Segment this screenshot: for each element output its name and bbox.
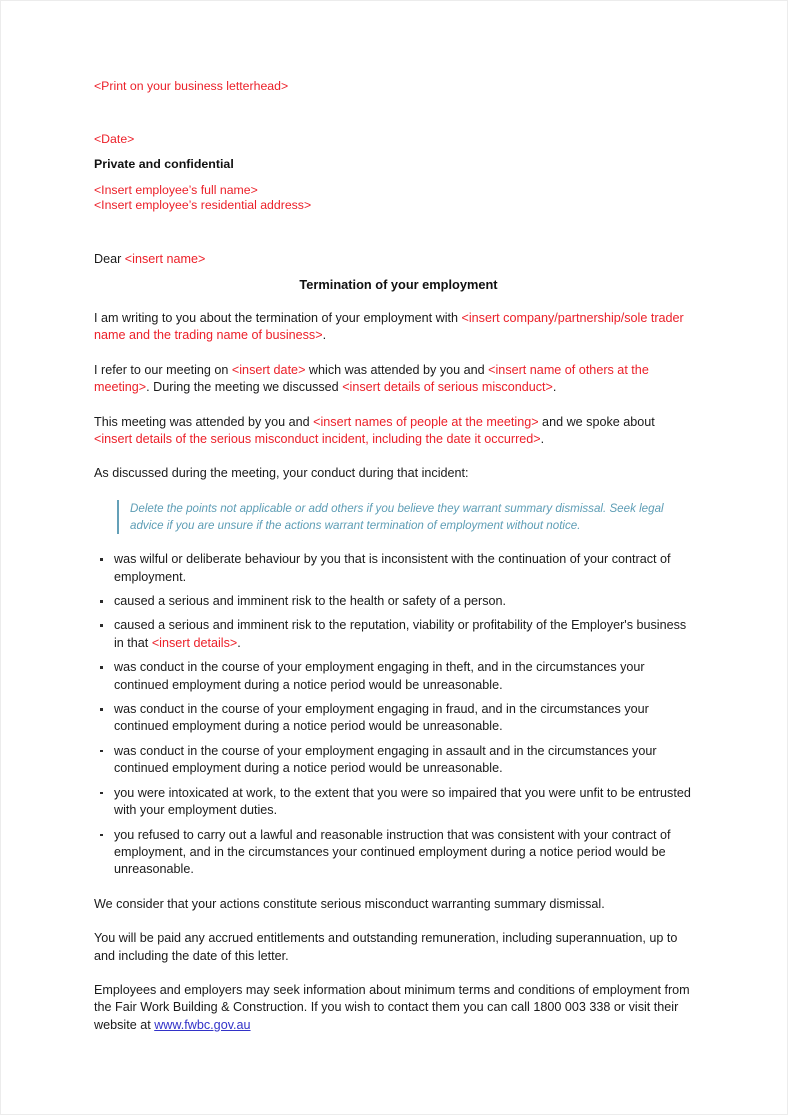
par3-text-3: . [540, 432, 545, 446]
list-item [99, 659, 695, 694]
list-item [99, 743, 695, 778]
bullet-dot-icon [100, 666, 103, 669]
par2-text-2: which was attended by you and [305, 362, 489, 377]
page-title: Termination of your employment [299, 276, 498, 292]
spacer [94, 448, 695, 465]
paragraph-6: You will be paid any accrued entitlements and outstanding remuneration, including superannuation, up to and including the date of this letter. [94, 931, 678, 963]
list-item [99, 593, 695, 610]
paragraph-4: As discussed during the meeting, your conduct during that incident: [94, 466, 469, 481]
spacer [94, 913, 695, 930]
spacer [94, 214, 695, 251]
spacer [94, 147, 695, 157]
salutation-prefix: Dear [94, 251, 125, 266]
par2-placeholder-3: <insert details of serious misconduct> [342, 380, 553, 395]
editor-note-text: Delete the points not applicable or add others if you believe they warrant summary dismissal. Seek legal advice if you are unsure if the actions warrant termination of employment without notice. [130, 501, 664, 533]
spacer [94, 173, 695, 183]
list-item [99, 617, 695, 652]
par1-text-1: I am writing to you about the termination of your employment with [94, 310, 462, 325]
bullet-dot-icon [100, 708, 103, 711]
bullet-text: was conduct in the course of your employment engaging in assault and in the circumstances your continued employment during a notice period would be unreasonable. [114, 743, 657, 776]
list-item [99, 785, 695, 820]
par3-text-1: This meeting was attended by you and [94, 414, 314, 429]
par7-text-1: Employees and employers may seek information about minimum terms and conditions of employment from the Fair Work Building & Construction. If you wish to contact them you can call [94, 982, 690, 1015]
list-item [99, 551, 695, 586]
paragraph-3 [94, 414, 695, 449]
fwbc-website-link[interactable]: www.fwbc.gov.au [154, 1017, 251, 1032]
bullet-dot-icon [100, 624, 103, 627]
par7-phone: 1800 003 338 [533, 1000, 611, 1015]
par2-placeholder-1: <insert date> [231, 362, 306, 377]
par1-text-2: . [322, 328, 327, 343]
par3-placeholder-1: <insert names of people at the meeting> [313, 414, 539, 429]
paragraph-1 [94, 310, 695, 345]
bullet-dot-icon [100, 558, 103, 561]
date-placeholder: <Date> [94, 131, 135, 146]
spacer [94, 267, 695, 277]
bullet-text: you refused to carry out a lawful and reasonable instruction that was consistent with your contract of employment, and in the circumstances your continued employment during a notice period would be unreasonable. [114, 827, 671, 877]
paragraph-2 [94, 362, 695, 397]
bullet-text: caused a serious and imminent risk to the reputation, viability or profitability of the Employer's business in that [114, 618, 687, 650]
recipient-block [94, 183, 695, 214]
paragraph-7 [94, 982, 695, 1034]
par2-text-4: . [552, 380, 557, 395]
confidentiality-label: Private and confidential [94, 157, 234, 172]
spacer [94, 483, 695, 500]
recipient-address-placeholder: <Insert employee’s residential address> [94, 198, 312, 213]
spacer [94, 965, 695, 982]
par3-text-2: and we spoke about [538, 414, 655, 429]
spacer [94, 293, 695, 310]
spacer [94, 397, 695, 414]
list-item [99, 827, 695, 879]
bullet-dot-icon [100, 792, 103, 795]
bullet-text: was conduct in the course of your employment engaging in fraud, and in the circumstances your continued employment during a notice period would be unreasonable. [114, 702, 649, 734]
par2-text-1: I refer to our meeting on [94, 362, 232, 377]
salutation-name-placeholder: <insert name> [124, 251, 206, 266]
par2-text-3: . During the meeting we discussed [146, 380, 343, 395]
conduct-bullet-list [94, 551, 695, 879]
list-item [99, 701, 695, 736]
bullet-text-after: . [237, 635, 241, 650]
par2-placeholder-2: <insert name of others at the meeting> [94, 362, 649, 395]
editor-note-callout [117, 500, 695, 534]
letter-body [94, 79, 695, 1034]
bullet-dot-icon [100, 834, 103, 837]
par7-text-2: or visit their website at [94, 1000, 679, 1032]
bullet-text: was conduct in the course of your employment engaging in theft, and in the circumstances your continued employment during a notice period would be unreasonable. [114, 660, 645, 692]
bullet-dot-icon [100, 600, 103, 603]
par3-placeholder-2: <insert details of the serious misconduct incident, including the date it occurred> [94, 432, 541, 446]
bullet-text: you were intoxicated at work, to the extent that you were so impaired that you were unfit to be entrusted with your employment duties. [114, 785, 691, 818]
spacer [94, 95, 695, 132]
spacer [94, 345, 695, 362]
recipient-name-placeholder: <Insert employee’s full name> [94, 182, 258, 197]
letterhead-note: <Print on your business letterhead> [94, 79, 289, 93]
salutation [94, 251, 695, 267]
spacer [94, 879, 695, 896]
bullet-placeholder: <insert details> [151, 635, 238, 650]
bullet-text: caused a serious and imminent risk to the health or safety of a person. [114, 594, 507, 609]
spacer [94, 534, 695, 551]
par1-placeholder-1: <insert company/partnership/sole trader name and the trading name of business> [94, 310, 684, 343]
bullet-dot-icon [100, 750, 103, 753]
paragraph-5: We consider that your actions constitute serious misconduct warranting summary dismissal. [94, 896, 605, 911]
bullet-text: was wilful or deliberate behaviour by you that is inconsistent with the continuation of your contract of employment. [114, 552, 671, 584]
